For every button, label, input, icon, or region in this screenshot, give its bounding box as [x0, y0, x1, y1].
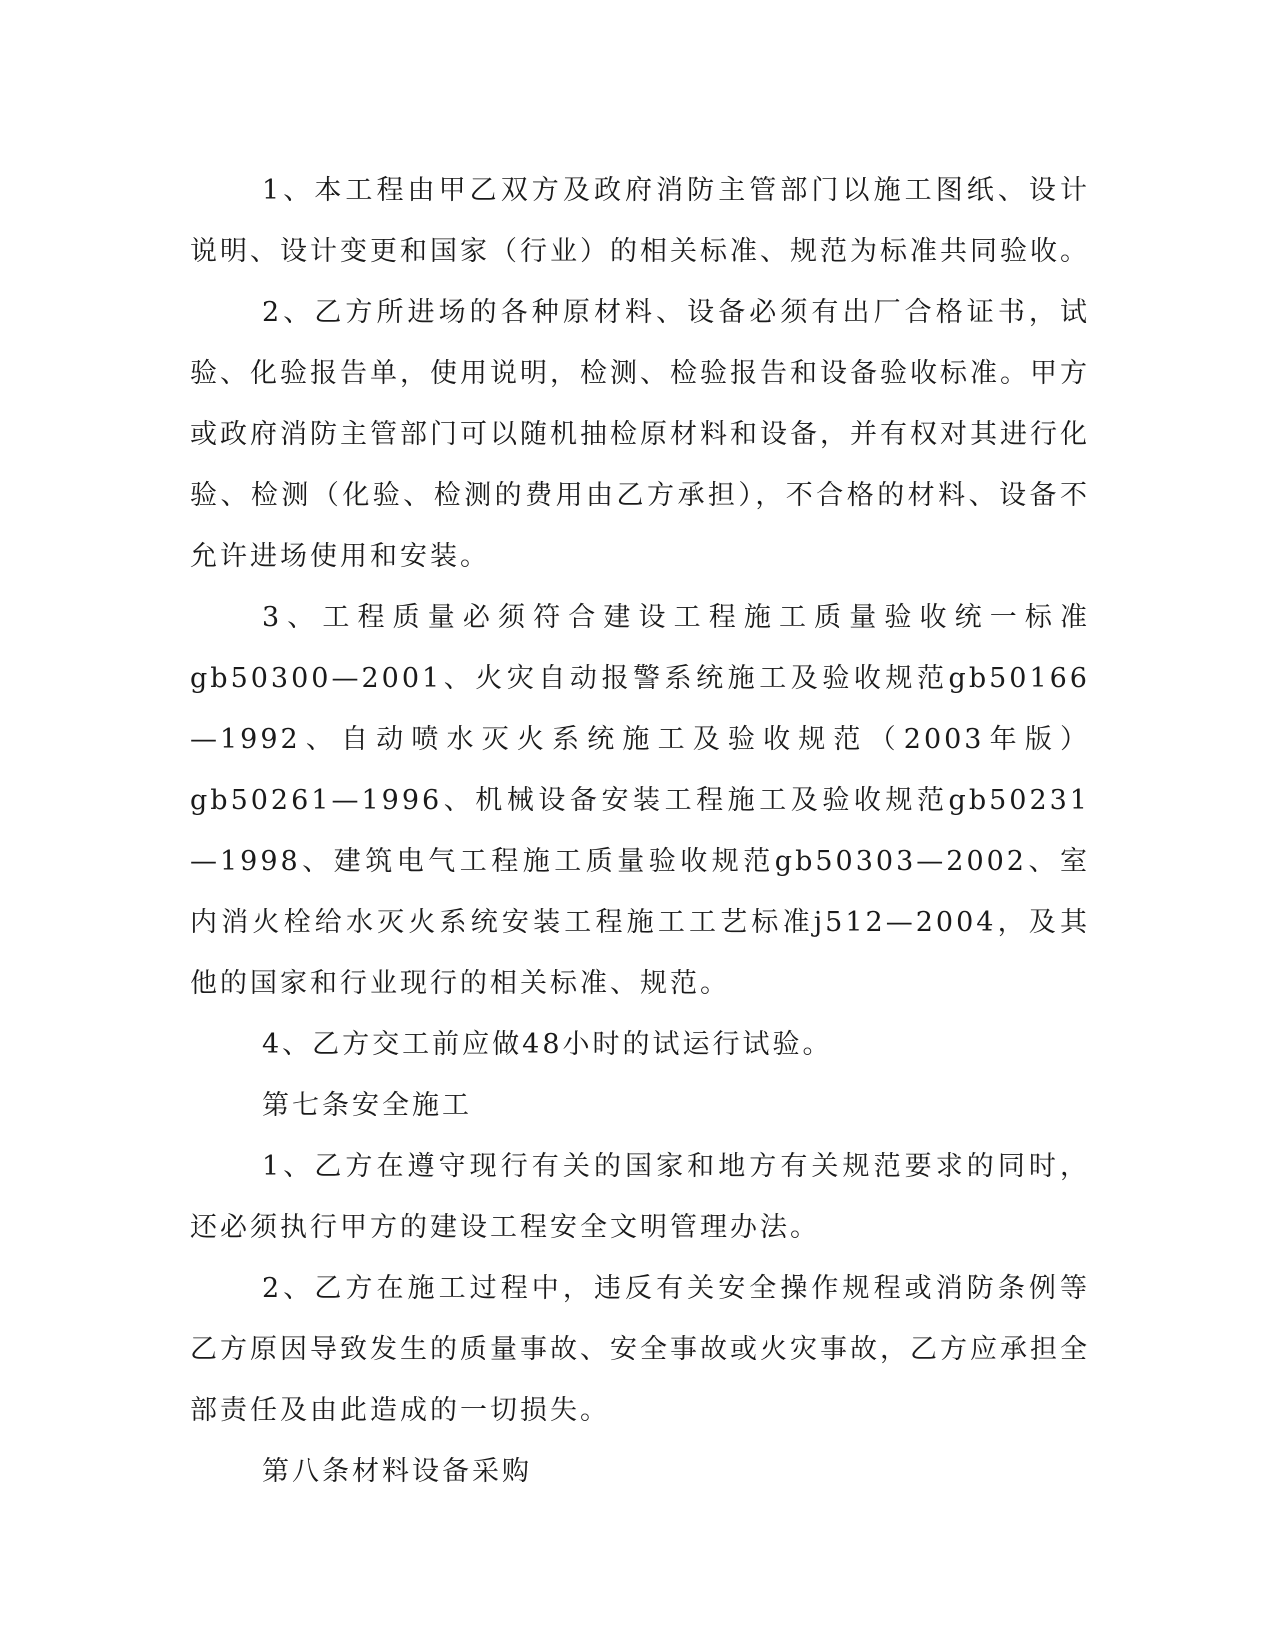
- paragraph-trial-run: 4、乙方交工前应做48小时的试运行试验。: [262, 1029, 833, 1060]
- section-heading-procurement: 第八条材料设备采购: [262, 1456, 532, 1487]
- paragraph-materials-certification: 2、乙方所进场的各种原材料、设备必须有出厂合格证书，试验、化验报告单，使用说明，检测、检验报告和设备验收标准。甲方或政府消防主管部门可以随机抽检原材料和设备，并有权对其进行化验、检测（化验、检测的费用由乙方承担），不合格的材料、设备不允许进场使用和安装。: [190, 297, 1090, 572]
- document-body: [190, 160, 1090, 1502]
- paragraph-acceptance: 1、本工程由甲乙双方及政府消防主管部门以施工图纸、设计说明、设计变更和国家（行业）的相关标准、规范为标准共同验收。: [190, 175, 1090, 267]
- section-heading-safety: 第七条安全施工: [262, 1090, 472, 1121]
- paragraph-safety-liability: 2、乙方在施工过程中，违反有关安全操作规程或消防条例等乙方原因导致发生的质量事故、安全事故或火灾事故，乙方应承担全部责任及由此造成的一切损失。: [190, 1273, 1090, 1426]
- paragraph-quality-standards: 3、工程质量必须符合建设工程施工质量验收统一标准gb50300—2001、火灾自动报警系统施工及验收规范gb50166—1992、自动喷水灭火系统施工及验收规范（2003年版）gb50261—1996、机械设备安装工程施工及验收规范gb50231—1998、建筑电气工程施工质量验收规范gb50303—2002、室内消火栓给水灭火系统安装工程施工工艺标准j512—2004，及其他的国家和行业现行的相关标准、规范。: [190, 602, 1090, 999]
- paragraph-safety-compliance: 1、乙方在遵守现行有关的国家和地方有关规范要求的同时，还必须执行甲方的建设工程安全文明管理办法。: [190, 1151, 1090, 1243]
